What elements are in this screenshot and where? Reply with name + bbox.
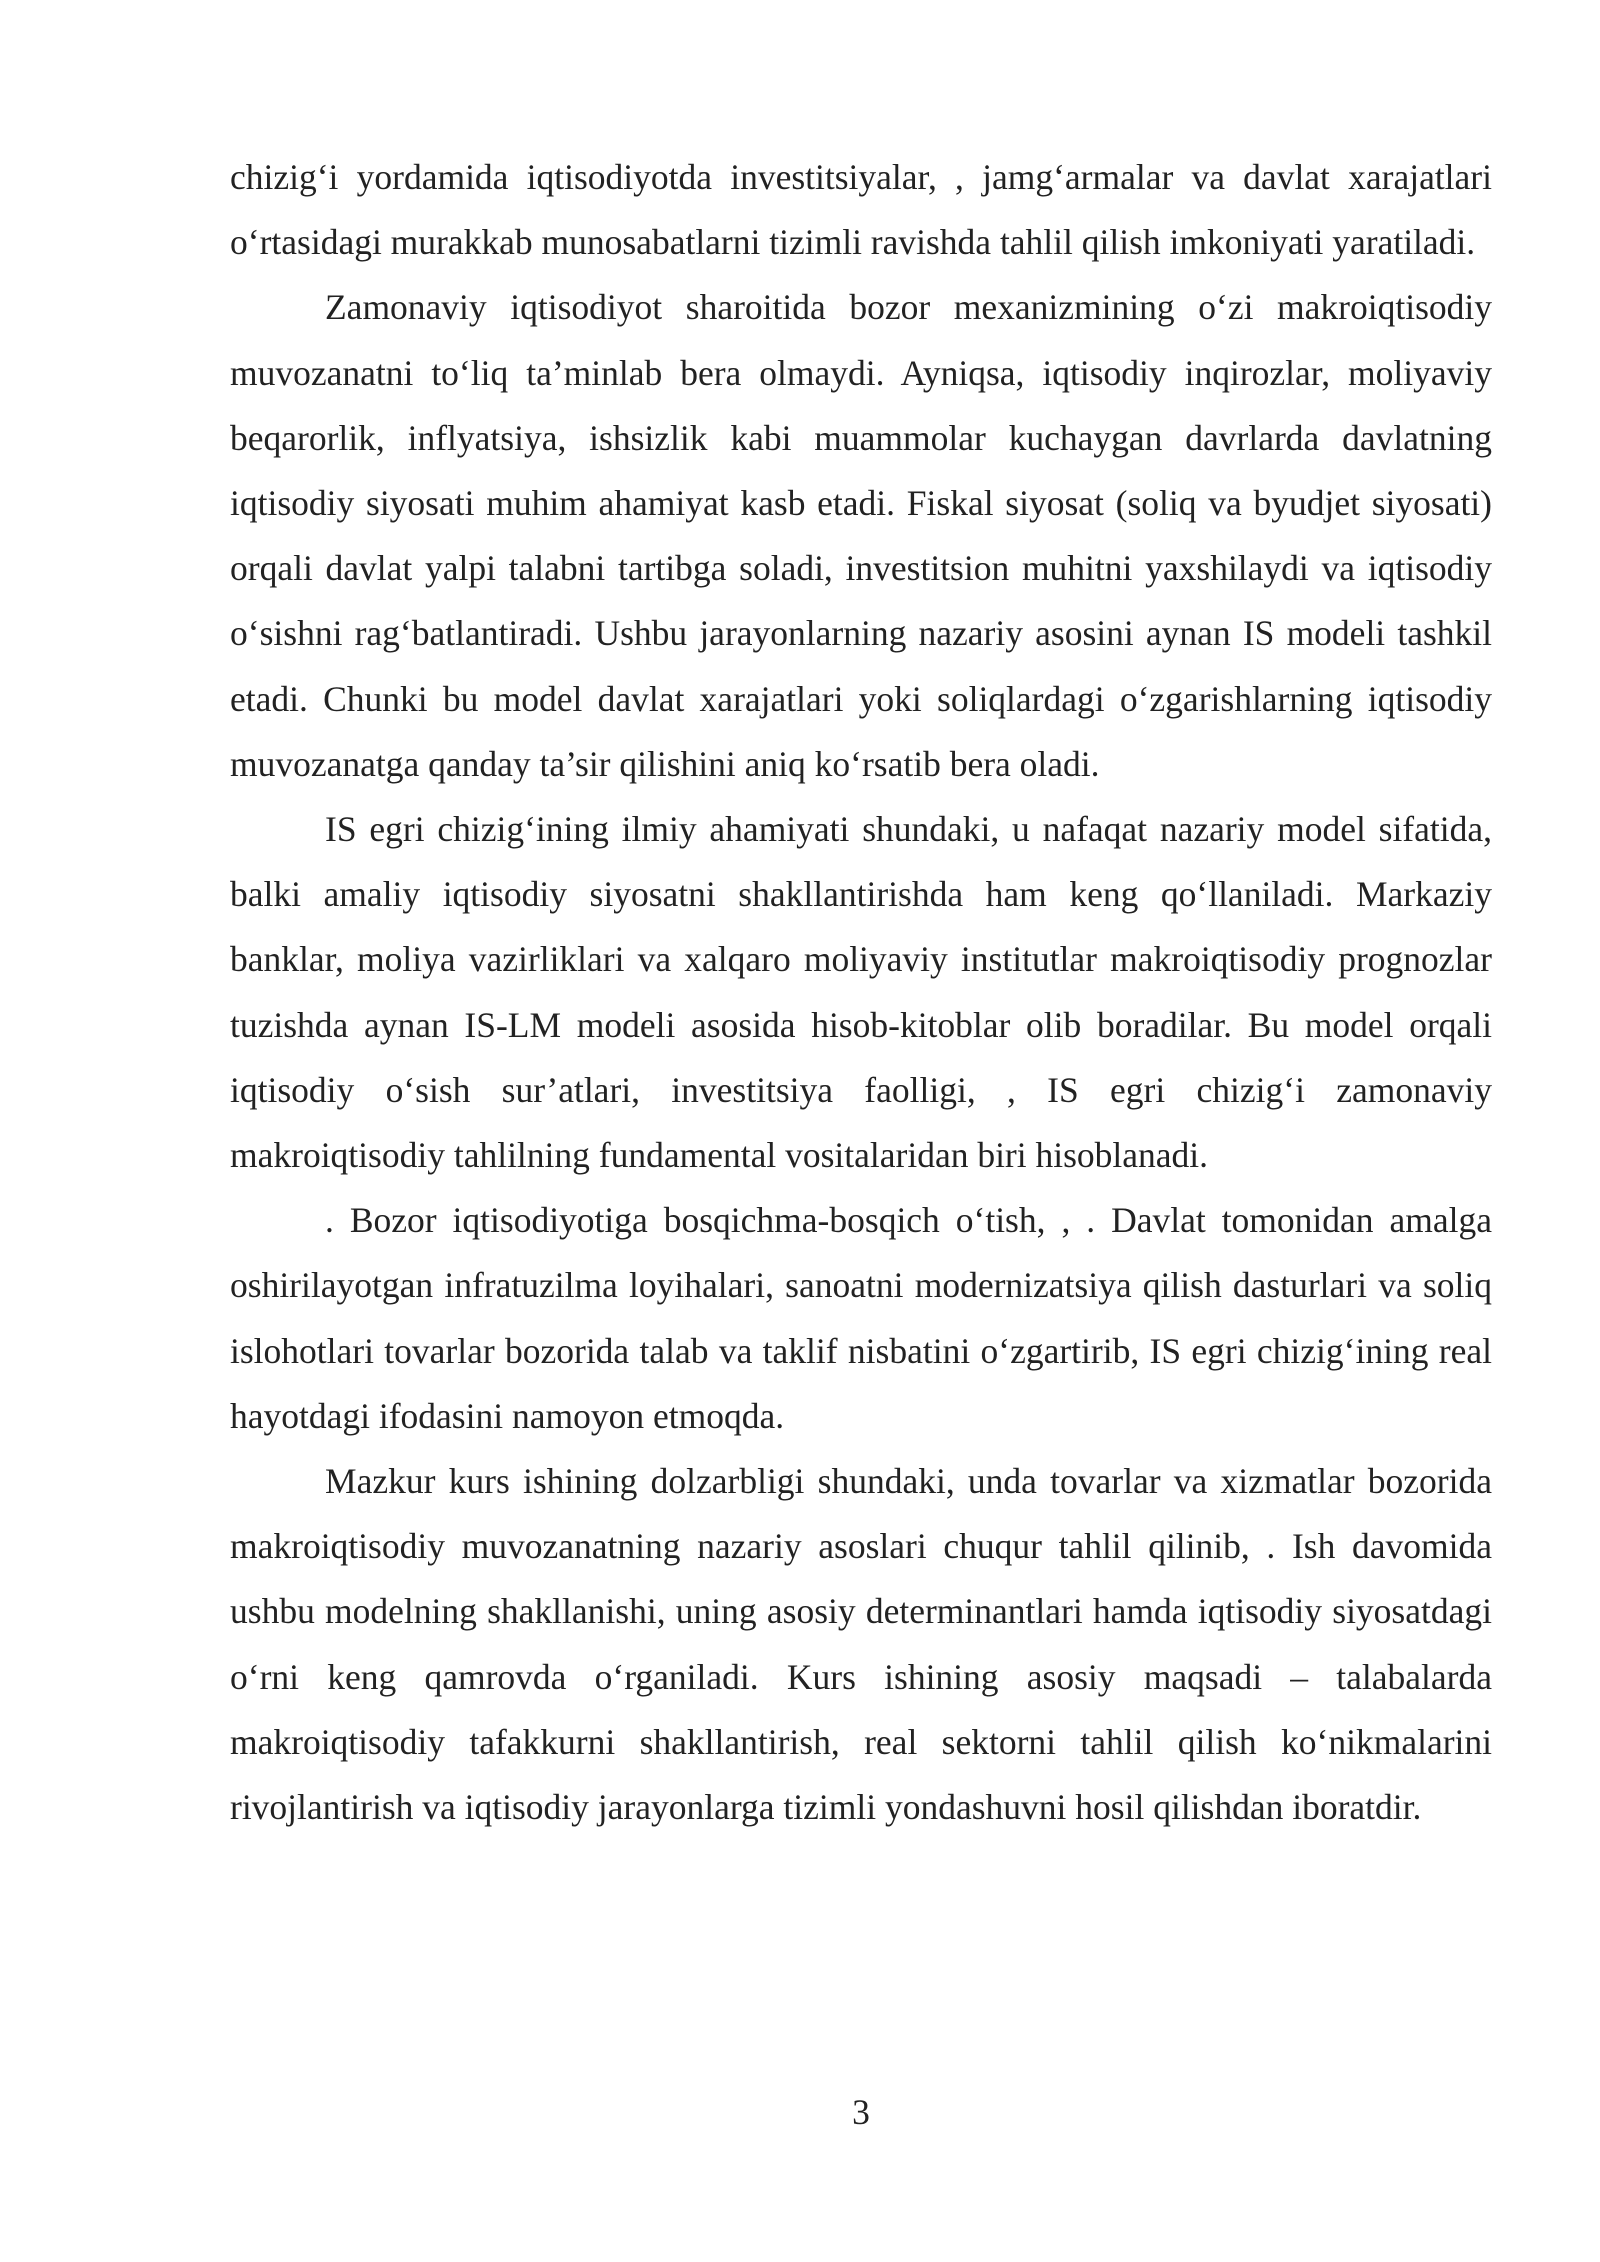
paragraph-2: Zamonaviy iqtisodiyot sharoitida bozor mexanizmining o‘zi makroiqtisodiy muvozanatni to‘liq ta’minlab bera olmaydi. Ayniqsa, iqtisodiy inqirozlar, moliyaviy beqarorlik, inflyatsiya, ishsizlik kabi muammolar kuchaygan davrlarda davlatning iqtisodiy siyosati muhim ahamiyat kasb etadi. Fiskal siyosat (soliq va byudjet siyosati) orqali davlat yalpi talabni tartibga soladi, investitsion muhitni yaxshilaydi va iqtisodiy o‘sishni rag‘batlantiradi. Ushbu jarayonlarning nazariy asosini aynan IS modeli tashkil etadi. Chunki bu model davlat xarajatlari yoki soliqlardagi o‘zgarishlarning iqtisodiy muvozanatga qanday ta’sir qilishini aniq ko‘rsatib bera oladi. — [230, 287, 1492, 784]
page-number: 3 — [852, 2092, 870, 2132]
paragraph-3: IS egri chizig‘ining ilmiy ahamiyati shundaki, u nafaqat nazariy model sifatida, balki amaliy iqtisodiy siyosatni shakllantirishda ham keng qo‘llaniladi. Markaziy banklar, moliya vazirliklari va xalqaro moliyaviy institutlar makroiqtisodiy prognozlar tuzishda aynan IS-LM modeli asosida hisob-kitoblar olib boradilar. Bu model orqali iqtisodiy o‘sish sur’atlari, investitsiya faolligi, , IS egri chizig‘i zamonaviy makroiqtisodiy tahlilning fundamental vositalaridan biri hisoblanadi. — [230, 809, 1492, 1176]
paragraph-4: . Bozor iqtisodiyotiga bosqichma-bosqich o‘tish, , . Davlat tomonidan amalga oshirilayotgan infratuzilma loyihalari, sanoatni modernizatsiya qilish dasturlari va soliq islohotlari tovarlar bozorida talab va taklif nisbatini o‘zgartirib, IS egri chizig‘ining real hayotdagi ifodasini namoyon etmoqda. — [230, 1200, 1492, 1436]
paragraph-5: Mazkur kurs ishining dolzarbligi shundaki, unda tovarlar va xizmatlar bozorida makroiqtisodiy muvozanatning nazariy asoslari chuqur tahlil qilinib, . Ish davomida ushbu modelning shakllanishi, uning asosiy determinantlari hamda iqtisodiy siyosatdagi o‘rni keng qamrovda o‘rganiladi. Kurs ishining asosiy maqsadi – talabalarda makroiqtisodiy tafakkurni shakllantirish, real sektorni tahlil qilish ko‘nikmalarini rivojlantirish va iqtisodiy jarayonlarga tizimli yondashuvni hosil qilishdan iboratdir. — [230, 1461, 1492, 1828]
body-text — [230, 145, 1492, 1840]
paragraph-1: chizig‘i yordamida iqtisodiyotda investitsiyalar, , jamg‘armalar va davlat xarajatlari o‘rtasidagi murakkab munosabatlarni tizimli ravishda tahlil qilish imkoniyati yaratiladi. — [230, 157, 1492, 263]
